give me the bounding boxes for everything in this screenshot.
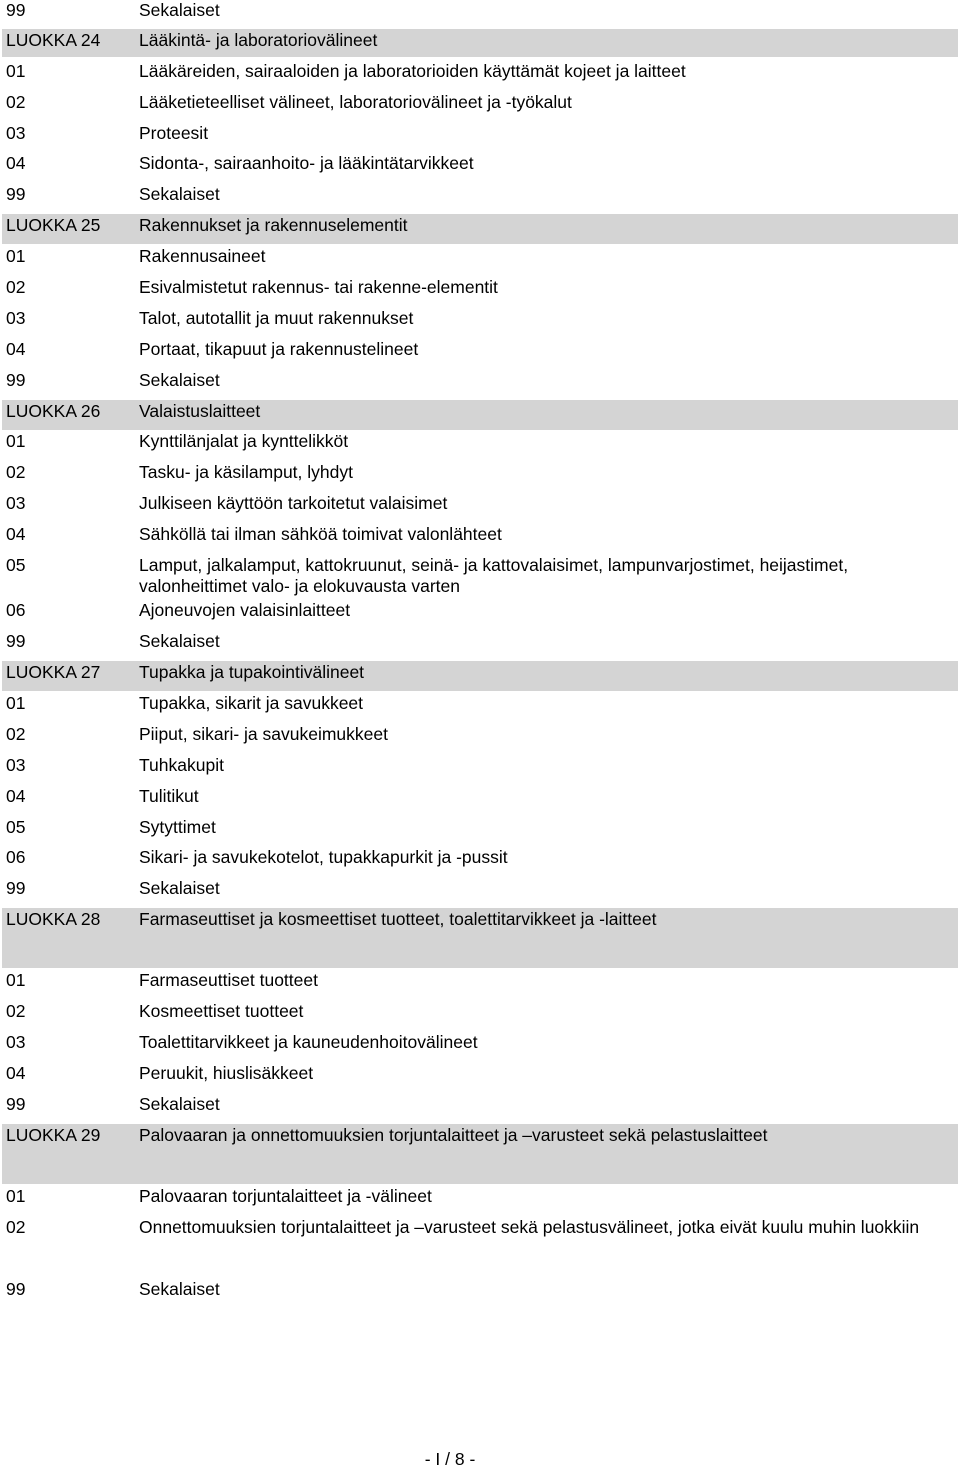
row-description: Proteesit (139, 123, 209, 143)
row-description: Ajoneuvojen valaisinlaitteet (139, 600, 351, 620)
category-header-row (2, 1124, 958, 1184)
row-description: Portaat, tikapuut ja rakennustelineet (139, 339, 419, 359)
row-description: Sekalaiset (139, 878, 220, 898)
table-row (2, 493, 958, 523)
table-row (2, 1279, 958, 1309)
table-row (2, 92, 958, 122)
table-row (2, 61, 958, 91)
table-row (2, 817, 958, 847)
row-description: Palovaaran torjuntalaitteet ja -välineet (139, 1186, 432, 1206)
table-row (2, 277, 958, 307)
table-row (2, 755, 958, 785)
row-description: Sekalaiset (139, 1094, 220, 1114)
table-row (2, 847, 958, 877)
row-description: Palovaaran ja onnettomuuksien torjuntalaitteet ja –varusteet sekä pelastuslaitteet (139, 1125, 768, 1145)
row-description: Rakennukset ja rakennuselementit (139, 215, 408, 235)
row-description: Lamput, jalkalamput, kattokruunut, seinä- ja kattovalaisimet, lampunvarjostimet, heijastimet, valonheittimet valo- ja elokuvausta varten (139, 555, 849, 596)
row-description: Kosmeettiset tuotteet (139, 1001, 304, 1021)
row-code: LUOKKA 27 (6, 662, 101, 682)
table-row (2, 0, 958, 30)
table-row (2, 1186, 958, 1216)
row-code: 02 (6, 92, 26, 112)
row-code: 02 (6, 724, 26, 744)
row-description: Toalettitarvikkeet ja kauneudenhoitovälineet (139, 1032, 478, 1052)
row-description: Farmaseuttiset tuotteet (139, 970, 318, 990)
table-row (2, 123, 958, 153)
table-row (2, 431, 958, 461)
category-header-row (2, 29, 958, 57)
row-code: 02 (6, 462, 26, 482)
row-code: 01 (6, 970, 26, 990)
table-row (2, 631, 958, 661)
row-description: Sekalaiset (139, 184, 220, 204)
table-row (2, 524, 958, 554)
category-header-row (2, 214, 958, 244)
table-row (2, 878, 958, 908)
table-row (2, 462, 958, 492)
row-code: 99 (6, 631, 26, 651)
row-description: Valaistuslaitteet (139, 401, 261, 421)
row-code: 04 (6, 1063, 26, 1083)
row-description: Rakennusaineet (139, 246, 266, 266)
row-description: Farmaseuttiset ja kosmeettiset tuotteet, toalettitarvikkeet ja -laitteet (139, 909, 657, 929)
row-code: 99 (6, 370, 26, 390)
row-description: Sekalaiset (139, 0, 220, 20)
row-description: Sekalaiset (139, 1279, 220, 1299)
row-description: Tasku- ja käsilamput, lyhdyt (139, 462, 353, 482)
table-row (2, 970, 958, 1000)
row-description: Sytyttimet (139, 817, 216, 837)
row-code: 03 (6, 755, 26, 775)
row-code: LUOKKA 26 (6, 401, 101, 421)
row-code: 99 (6, 878, 26, 898)
table-row (2, 786, 958, 816)
row-description: Sidonta-, sairaanhoito- ja lääkintätarvikkeet (139, 153, 474, 173)
row-code: 06 (6, 847, 26, 867)
row-code: 05 (6, 817, 26, 837)
row-code: 01 (6, 246, 26, 266)
row-description: Tulitikut (139, 786, 199, 806)
table-row (2, 370, 958, 400)
row-code: 02 (6, 1001, 26, 1021)
row-description: Lääkintä- ja laboratoriovälineet (139, 30, 378, 50)
row-code: 02 (6, 1217, 26, 1237)
row-code: 04 (6, 339, 26, 359)
row-code: 99 (6, 184, 26, 204)
row-description: Kynttilänjalat ja kynttelikköt (139, 431, 349, 451)
table-row (2, 1032, 958, 1062)
row-code: 03 (6, 1032, 26, 1052)
row-code: 01 (6, 1186, 26, 1206)
table-row (2, 184, 958, 214)
table-row (2, 153, 958, 183)
page-number: - I / 8 - (424, 1449, 476, 1469)
row-description: Tupakka ja tupakointivälineet (139, 662, 365, 682)
table-row (2, 600, 958, 630)
row-code: 03 (6, 493, 26, 513)
table-row (2, 724, 958, 754)
row-description: Julkiseen käyttöön tarkoitetut valaisimet (139, 493, 448, 513)
table-row (2, 555, 958, 599)
category-header-row (2, 400, 958, 430)
table-row (2, 308, 958, 338)
row-code: 04 (6, 153, 26, 173)
row-code: LUOKKA 29 (6, 1125, 101, 1145)
row-code: LUOKKA 28 (6, 909, 101, 929)
row-description: Sekalaiset (139, 631, 220, 651)
row-code: 04 (6, 786, 26, 806)
row-code: 06 (6, 600, 26, 620)
table-row (2, 1063, 958, 1093)
row-description: Sekalaiset (139, 370, 220, 390)
table-row (2, 693, 958, 723)
table-row (2, 1217, 958, 1261)
row-description: Sähköllä tai ilman sähköä toimivat valonlähteet (139, 524, 502, 544)
category-header-row (2, 908, 958, 968)
table-row (2, 246, 958, 276)
row-code: 03 (6, 123, 26, 143)
row-description: Tuhkakupit (139, 755, 224, 775)
row-code: 01 (6, 61, 26, 81)
row-description: Peruukit, hiuslisäkkeet (139, 1063, 314, 1083)
row-code: 01 (6, 431, 26, 451)
row-code: 03 (6, 308, 26, 328)
row-code: LUOKKA 24 (6, 30, 101, 50)
category-header-row (2, 661, 958, 691)
row-code: LUOKKA 25 (6, 215, 101, 235)
row-code: 05 (6, 555, 26, 575)
row-description: Esivalmistetut rakennus- tai rakenne-elementit (139, 277, 498, 297)
table-row (2, 1094, 958, 1124)
row-code: 99 (6, 0, 26, 20)
row-description: Piiput, sikari- ja savukeimukkeet (139, 724, 388, 744)
row-code: 04 (6, 524, 26, 544)
row-code: 01 (6, 693, 26, 713)
row-description: Lääkäreiden, sairaaloiden ja laboratorioiden käyttämät kojeet ja laitteet (139, 61, 686, 81)
row-code: 02 (6, 277, 26, 297)
row-code: 99 (6, 1279, 26, 1299)
row-description: Onnettomuuksien torjuntalaitteet ja –varusteet sekä pelastusvälineet, jotka eivät kuulu muhin luokkiin (139, 1217, 920, 1237)
row-code: 99 (6, 1094, 26, 1114)
row-description: Tupakka, sikarit ja savukkeet (139, 693, 364, 713)
table-row (2, 1001, 958, 1031)
table-row (2, 339, 958, 369)
row-description: Lääketieteelliset välineet, laboratoriovälineet ja -työkalut (139, 92, 572, 112)
row-description: Sikari- ja savukekotelot, tupakkapurkit ja -pussit (139, 847, 508, 867)
row-description: Talot, autotallit ja muut rakennukset (139, 308, 414, 328)
